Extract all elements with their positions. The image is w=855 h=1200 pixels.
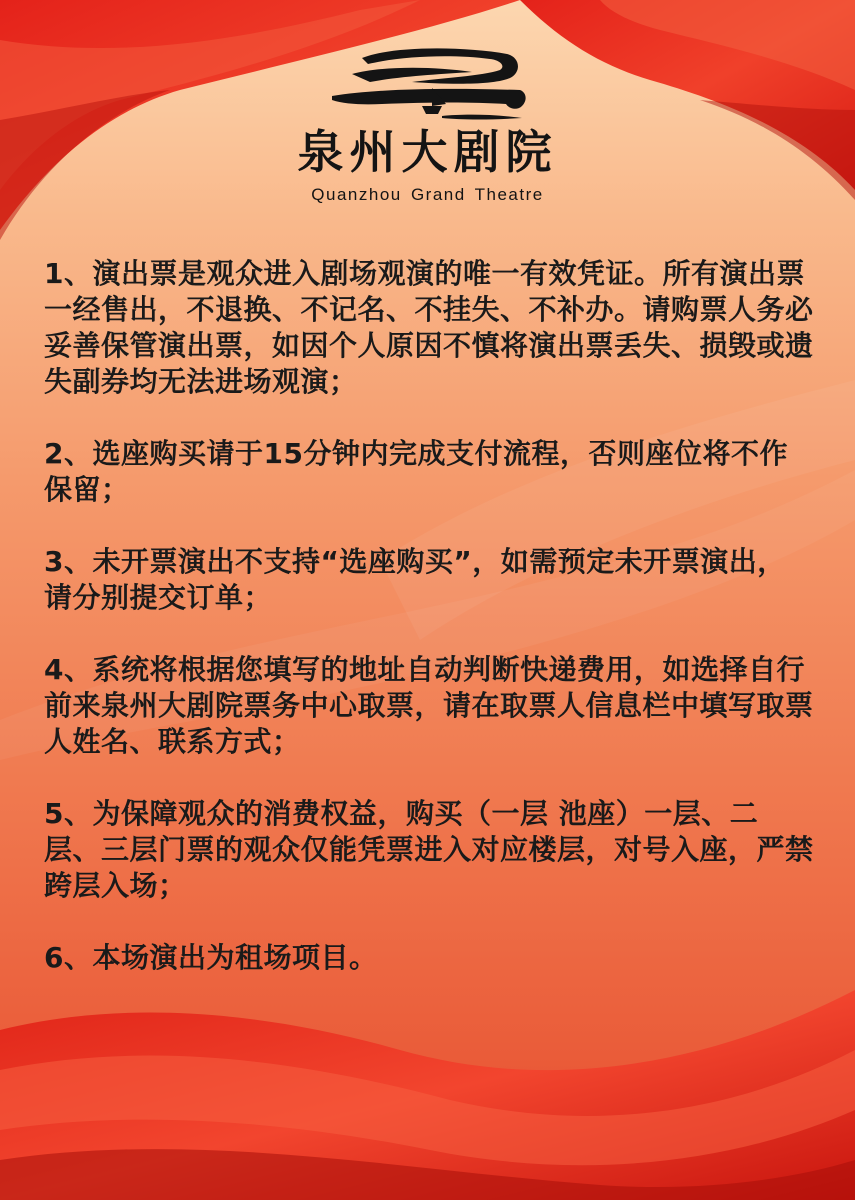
theatre-name-chinese: 泉州大剧院: [297, 125, 558, 179]
ticket-rules-list: [44, 256, 814, 1012]
rule-item-4: 4、系统将根据您填写的地址自动判断快递费用，如选择自行前来泉州大剧院票务中心取票，请在取票人信息栏中填写取票人姓名、联系方式；: [44, 653, 814, 758]
rule-item-3: 3、未开票演出不支持“选座购买”，如需预定未开票演出，请分别提交订单；: [44, 545, 786, 614]
rule-item-1: 1、演出票是观众进入剧场观演的唯一有效凭证。所有演出票一经售出，不退换、不记名、不挂失、不补办。请购票人务必妥善保管演出票，如因个人原因不慎将演出票丢失、损毁或遗失副券均无法进场观演；: [44, 257, 814, 398]
theatre-name-english: Quanzhou Grand Theatre: [311, 185, 544, 204]
theatre-emblem-icon: [322, 44, 532, 124]
theatre-logo: [0, 40, 855, 220]
rule-item-2: 2、选座购买请于15分钟内完成支付流程，否则座位将不作保留；: [44, 437, 788, 506]
rule-item-5: 5、为保障观众的消费权益，购买（一层 池座）一层、二层、三层门票的观众仅能凭票进入对应楼层，对号入座，严禁跨层入场；: [44, 797, 814, 902]
rule-item-6: 6、本场演出为租场项目。: [44, 941, 378, 974]
